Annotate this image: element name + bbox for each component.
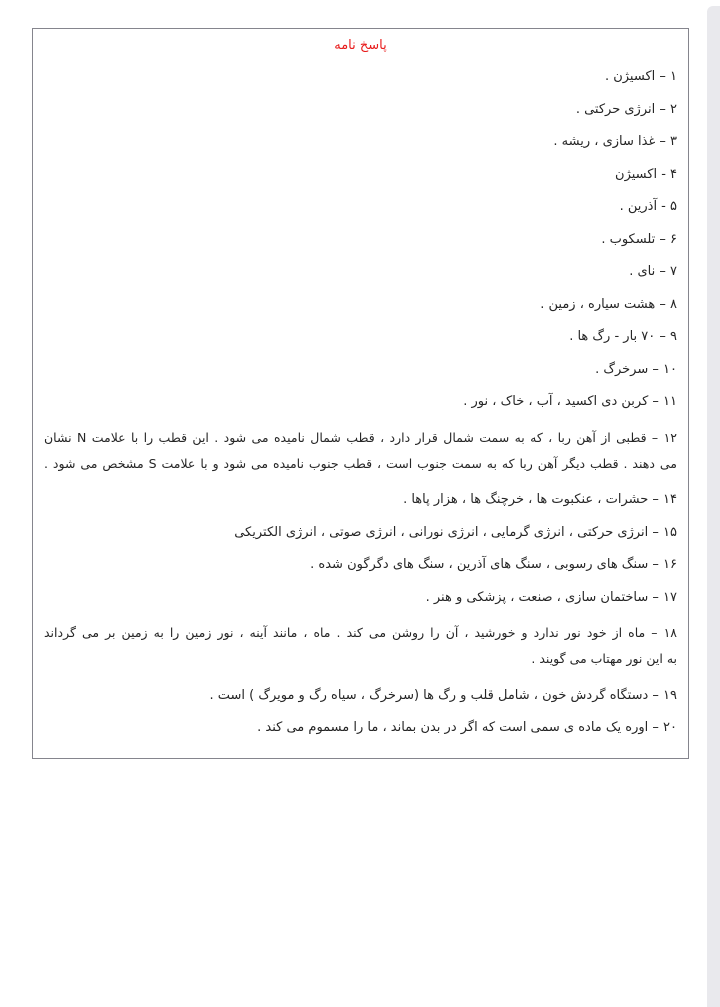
answer-item-12-line2: می دهند . قطب دیگر آهن ربا که به سمت جنوب است ، قطب جنوب نامیده می شود و با علامت S مشخص می شود . xyxy=(44,455,677,471)
answer-item-1: ۱ – اکسیژن . xyxy=(604,69,677,84)
answer-sheet-box xyxy=(32,28,689,759)
answer-item-15: ۱۵ – انرژی حرکتی ، انرژی گرمایی ، انرژی نورانی ، انرژی صوتی ، انرژی الکتریکی xyxy=(234,524,677,540)
page-edge-shadow xyxy=(707,6,720,1007)
answer-item-4: ۴ - اکسیژن xyxy=(615,166,677,182)
answer-item-8: ۸ – هشت سیاره ، زمین . xyxy=(540,296,677,312)
answer-item-10: ۱۰ – سرخرگ . xyxy=(595,361,677,377)
answer-item-17: ۱۷ – ساختمان سازی ، صنعت ، پزشکی و هنر . xyxy=(425,589,677,605)
answer-item-19: ۱۹ – دستگاه گردش خون ، شامل قلب و رگ ها (سرخرگ ، سیاه رگ و مویرگ ) است . xyxy=(209,687,677,703)
answer-item-9: ۹ – ۷۰ بار - رگ ها . xyxy=(569,329,677,344)
answer-item-16: ۱۶ – سنگ های رسوبی ، سنگ های آذرین ، سنگ های دگرگون شده . xyxy=(310,557,677,572)
answer-item-18-line2: به این نور مهتاب می گویند . xyxy=(531,651,677,666)
answer-item-11: ۱۱ – کربن دی اکسید ، آب ، خاک ، نور . xyxy=(463,394,677,409)
answer-item-5: ۵ - آذرین . xyxy=(619,199,677,214)
answer-item-14: ۱۴ – حشرات ، عنکبوت ها ، خرچنگ ها ، هزار پاها . xyxy=(403,492,677,507)
answer-item-12 xyxy=(44,425,677,477)
answer-item-2: ۲ – انرژی حرکتی . xyxy=(575,101,677,117)
answer-item-18-line1: ۱۸ – ماه از خود نور ندارد و خورشید ، آن را روشن می کند . ماه ، مانند آینه ، نور زمین را به زمین بر می گرداند xyxy=(44,625,677,640)
answer-item-20: ۲۰ – اوره یک ماده ی سمی است که اگر در بدن بماند ، ما را مسموم می کند . xyxy=(257,720,677,735)
answer-item-6: ۶ – تلسکوب . xyxy=(601,231,677,247)
answer-item-18 xyxy=(44,620,677,672)
answer-item-7: ۷ – نای . xyxy=(629,264,677,279)
answer-item-3: ۳ – غذا سازی ، ریشه . xyxy=(553,134,677,149)
answer-item-12-line1: ۱۲ – قطبی از آهن ربا ، که به سمت شمال قرار دارد ، قطب شمال نامیده می شود . این قطب را با علامت N نشان xyxy=(44,429,678,445)
sheet-title: پاسخ نامه xyxy=(334,38,387,53)
